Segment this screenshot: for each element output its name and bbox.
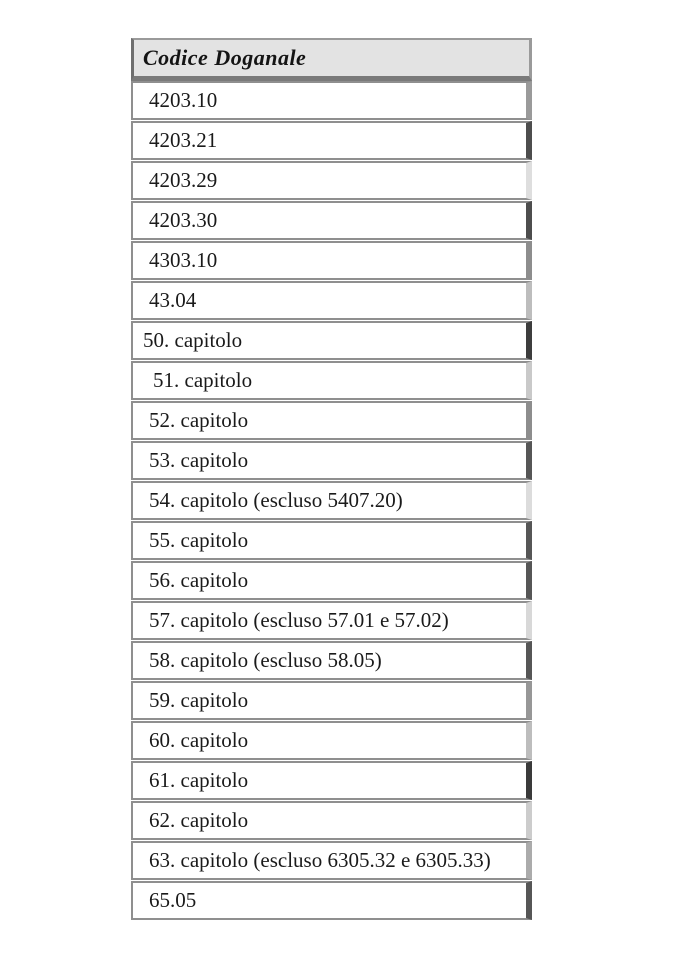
table-row-label: 52. capitolo <box>149 408 249 432</box>
table-row-label: 50. capitolo <box>143 328 243 352</box>
table-row-label: 4303.10 <box>149 248 218 272</box>
table-row-label: 55. capitolo <box>149 528 249 552</box>
table-header <box>131 38 532 81</box>
table-row-label: 61. capitolo <box>149 768 249 792</box>
table-row-label: 57. capitolo (escluso 57.01 e 57.02) <box>149 608 449 632</box>
table-row <box>131 361 532 400</box>
table-row <box>131 721 532 760</box>
table-row <box>131 481 532 520</box>
table-row-label: 4203.21 <box>149 128 218 152</box>
table-row <box>131 121 532 160</box>
table-row-label: 59. capitolo <box>149 688 249 712</box>
table-row-label: 60. capitolo <box>149 728 249 752</box>
table-row-label: 4203.30 <box>149 208 218 232</box>
table-row <box>131 681 532 720</box>
table-row-label: 53. capitolo <box>149 448 249 472</box>
table-row <box>131 601 532 640</box>
table-row-label: 51. capitolo <box>153 368 253 392</box>
table-row-label: 54. capitolo (escluso 5407.20) <box>149 488 403 512</box>
table-row <box>131 161 532 200</box>
table-row-label: 4203.29 <box>149 168 218 192</box>
table-row-label: 63. capitolo (escluso 6305.32 e 6305.33) <box>149 848 491 872</box>
table-row <box>131 201 532 240</box>
table-row-label: 65.05 <box>149 888 197 912</box>
table-row <box>131 521 532 560</box>
table-row <box>131 281 532 320</box>
table-row <box>131 881 532 920</box>
table-row-label: 58. capitolo (escluso 58.05) <box>149 648 382 672</box>
table-row <box>131 801 532 840</box>
table-row <box>131 81 532 120</box>
table-header-label: Codice Doganale <box>143 45 307 70</box>
table-row <box>131 401 532 440</box>
table-row <box>131 241 532 280</box>
table-row <box>131 561 532 600</box>
table-row-label: 56. capitolo <box>149 568 249 592</box>
table-row <box>131 441 532 480</box>
table-row <box>131 841 532 880</box>
table-row <box>131 641 532 680</box>
table-row-label: 4203.10 <box>149 88 218 112</box>
table-row <box>131 761 532 800</box>
table-row-label: 43.04 <box>149 288 197 312</box>
table-row-label: 62. capitolo <box>149 808 249 832</box>
table-row <box>131 321 532 360</box>
table-body <box>131 81 532 920</box>
codice-doganale-table <box>131 38 532 920</box>
